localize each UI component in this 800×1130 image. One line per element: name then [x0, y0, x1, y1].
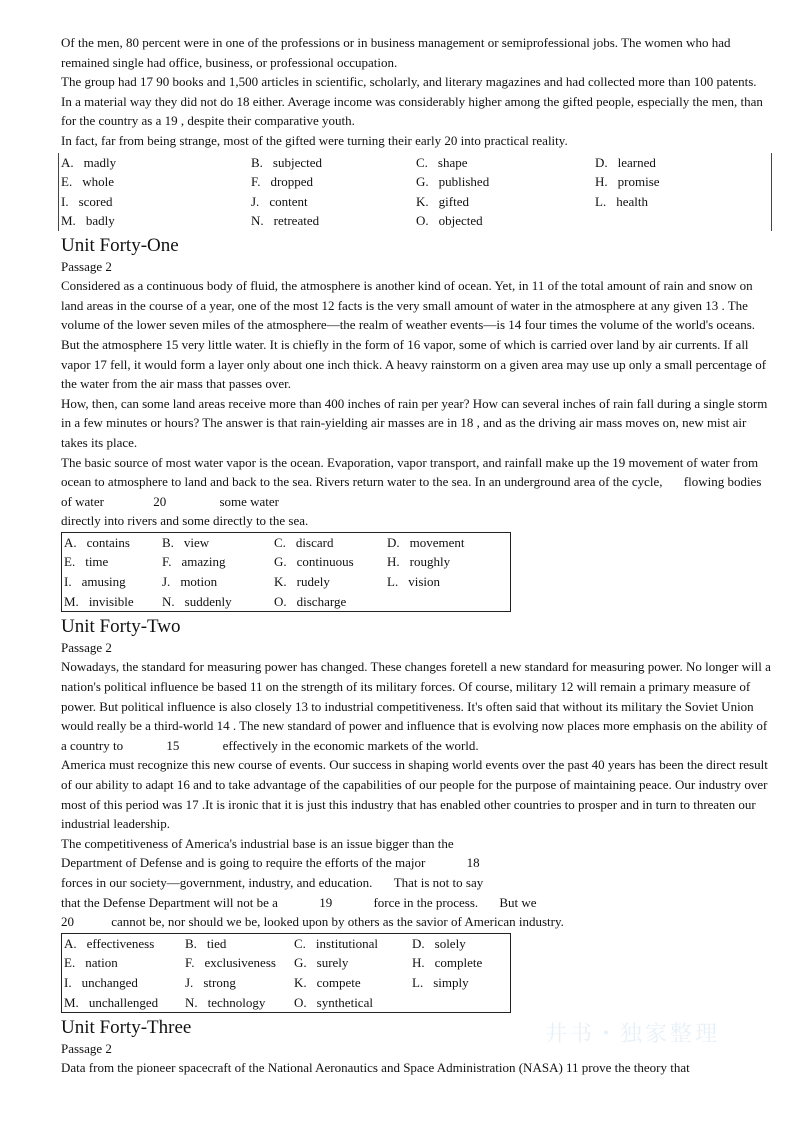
option-word: shape	[437, 154, 468, 170]
text-fragment: forces in our society—government, industry, and education.	[61, 875, 373, 890]
paragraph: America must recognize this new course of events. Our success in shaping world events over the past 40 years has been the direct result of our ability to adapt 16 and to take advantage of the capabilities of our people for the purpose of maintaining peace. Our industry over most of this period was 17 .It is ironic that it is just this industry that has enabled other countries to prosper and in turn to threaten our industrial leadership.	[61, 757, 768, 832]
word-option	[64, 552, 108, 572]
blank-number: 15	[166, 737, 180, 753]
option-letter: B.	[162, 534, 174, 550]
text-fragment: force in the process.	[373, 894, 479, 910]
text-fragment: Department of Defense and is going to require the efforts of the major	[61, 855, 426, 871]
text-fragment: cannot be, nor should we be, looked upon by others as the savior of American industry.	[111, 914, 564, 930]
option-letter: O.	[294, 994, 307, 1010]
word-option	[595, 172, 660, 192]
option-word: dropped	[270, 174, 314, 190]
option-letter: K.	[416, 193, 429, 209]
word-option	[412, 953, 482, 973]
option-word: discard	[295, 534, 334, 550]
word-option	[185, 934, 226, 954]
document-page	[61, 33, 773, 1078]
word-option	[274, 572, 330, 592]
option-letter: F.	[185, 955, 195, 971]
option-word: published	[438, 174, 490, 190]
word-option	[274, 552, 354, 572]
option-letter: G.	[416, 174, 429, 190]
option-word: whole	[82, 174, 114, 190]
word-option	[251, 192, 308, 212]
word-option	[64, 993, 158, 1013]
option-letter: A.	[61, 154, 74, 170]
option-word: nation	[85, 955, 118, 971]
option-word: amusing	[81, 574, 126, 590]
word-option	[294, 973, 361, 993]
paragraph: How, then, can some land areas receive more than 400 inches of rain per year? How can several inches of rain fall during a single storm in a few minutes or hours? The answer is that rain-yielding air masses are in 18 , and as the driving air mass moves on, new mist air takes its place.	[61, 395, 768, 450]
option-letter: C.	[416, 154, 428, 170]
word-option	[595, 153, 656, 173]
passage-label: Passage 2	[61, 639, 112, 655]
option-word: synthetical	[316, 994, 373, 1010]
paragraph	[61, 873, 773, 893]
word-option	[595, 192, 648, 212]
option-letter: G.	[274, 554, 287, 570]
option-word: objected	[438, 213, 483, 229]
option-letter: J.	[185, 974, 194, 990]
watermark-text: 井书・独家整理	[545, 1022, 721, 1047]
word-option	[294, 993, 373, 1013]
paragraph	[61, 657, 773, 755]
option-letter: D.	[412, 935, 425, 951]
option-word: promise	[617, 174, 660, 190]
word-option	[162, 552, 226, 572]
option-word: amazing	[181, 554, 226, 570]
passage-label: Passage 2	[61, 258, 112, 274]
option-word: motion	[180, 574, 218, 590]
unit-title: Unit Forty-Two	[61, 615, 181, 637]
word-option	[185, 973, 236, 993]
word-option	[61, 153, 116, 173]
option-letter: N.	[185, 994, 198, 1010]
option-letter: J.	[251, 193, 260, 209]
text-fragment: But we	[499, 894, 537, 910]
word-option	[416, 211, 483, 231]
option-word: vision	[408, 574, 440, 590]
text-fragment: Nowadays, the standard for measuring power has changed. These changes foretell a new standard for measuring power. No longer will a nation's political influence be based 11 on the strength of its military forces. Of course, military 12 will remain a primary measure of power. But political influence is also closely 13 to industrial competitiveness. It's often said that without its military the Soviet Union would really be a third-world 14 . The new standard of power and influence that is evolving now places more emphasis on the ability of a country to	[61, 659, 771, 753]
option-letter: M.	[61, 213, 76, 229]
option-letter: I.	[61, 193, 69, 209]
text-fragment: That is not to say	[393, 875, 484, 890]
option-word: scored	[78, 193, 113, 209]
paragraph: In a material way they did not do 18 either. Average income was considerably higher among the gifted people, especially the men, than for the country as a 19 , despite their comparative youth.	[61, 93, 763, 129]
paragraph: directly into rivers and some directly to the sea.	[61, 513, 309, 529]
option-letter: E.	[64, 554, 76, 570]
word-bank-3	[61, 933, 511, 1013]
word-option	[64, 533, 130, 553]
paragraph	[61, 893, 773, 913]
blank-number: 20	[61, 914, 74, 930]
word-option	[387, 572, 440, 592]
option-letter: I.	[64, 574, 72, 590]
paragraph	[61, 912, 773, 932]
word-option	[64, 934, 154, 954]
word-option	[162, 533, 209, 553]
word-option	[387, 552, 450, 572]
text-fragment: that the Defense Department will not be a	[61, 894, 278, 910]
word-option	[162, 572, 217, 592]
word-option	[294, 953, 348, 973]
word-option	[387, 533, 465, 553]
option-letter: G.	[294, 955, 307, 971]
option-word: continuous	[296, 554, 354, 570]
option-word: unchanged	[81, 974, 138, 990]
option-letter: H.	[387, 554, 400, 570]
word-option	[64, 953, 118, 973]
word-option	[251, 153, 322, 173]
option-word: gifted	[438, 193, 469, 209]
unit-title: Unit Forty-One	[61, 234, 179, 256]
word-option	[61, 211, 115, 231]
option-word: learned	[617, 154, 656, 170]
option-word: tied	[206, 935, 227, 951]
option-word: unchallenged	[88, 994, 159, 1010]
option-letter: F.	[251, 174, 261, 190]
option-word: technology	[207, 994, 266, 1010]
word-bank-2	[61, 532, 511, 612]
option-letter: H.	[412, 955, 425, 971]
paragraph: Of the men, 80 percent were in one of the professions or in business management or semiprofessional jobs. The women who had remained single had office, business, or professional occupation.	[61, 35, 731, 70]
word-option	[294, 934, 378, 954]
option-letter: N.	[162, 593, 175, 609]
word-option	[61, 172, 114, 192]
text-fragment: some water	[219, 493, 280, 509]
option-letter: M.	[64, 593, 79, 609]
word-option	[162, 592, 232, 612]
blank-number: 18	[466, 855, 480, 871]
word-bank-1	[61, 153, 773, 231]
option-letter: L.	[387, 574, 399, 590]
option-word: view	[183, 534, 210, 550]
option-letter: C.	[294, 935, 306, 951]
text-fragment: effectively in the economic markets of the world.	[222, 737, 479, 753]
blank-number: 19	[319, 894, 333, 910]
option-word: badly	[85, 213, 115, 229]
word-bank-border	[58, 153, 772, 231]
option-letter: A.	[64, 534, 77, 550]
paragraph: Considered as a continuous body of fluid, the atmosphere is another kind of ocean. Yet, in 11 of the total amount of rain and snow on land areas in the course of a year, one of the most 12 facts is the very small amount of water in the atmosphere at any given 13 . The volume of the lower seven miles of the atmosphere—the realm of weather events—is 14 four times the volume of the world's oceans. But the atmosphere 15 very little water. It is chiefly in the form of 16 vapor, some of which is carried over land by air currents. If all vapor 17 fell, it would form a layer only about one inch thick. A heavy rainstorm on a given area may use up only a small percentage of the water from the air mass that passes over.	[61, 278, 767, 392]
word-option	[416, 153, 468, 173]
option-word: discharge	[296, 593, 347, 609]
option-word: solely	[434, 935, 466, 951]
option-letter: B.	[185, 935, 197, 951]
option-word: subjected	[272, 154, 323, 170]
option-letter: L.	[595, 193, 607, 209]
option-word: complete	[434, 955, 483, 971]
text-fragment: flowing bodies of water	[61, 474, 762, 509]
option-word: institutional	[315, 935, 379, 951]
word-option	[251, 172, 313, 192]
option-letter: O.	[274, 593, 287, 609]
word-option	[185, 993, 265, 1013]
word-option	[64, 572, 126, 592]
word-option	[185, 953, 276, 973]
option-word: content	[269, 193, 308, 209]
option-word: movement	[409, 534, 465, 550]
option-letter: A.	[64, 935, 77, 951]
word-option	[251, 211, 319, 231]
option-word: compete	[316, 974, 361, 990]
option-letter: M.	[64, 994, 79, 1010]
paragraph: In fact, far from being strange, most of the gifted were turning their early 20 into practical reality.	[61, 132, 568, 148]
unit-title: Unit Forty-Three	[61, 1016, 192, 1038]
option-letter: B.	[251, 154, 263, 170]
word-option	[61, 192, 113, 212]
word-option	[274, 533, 333, 553]
option-letter: L.	[412, 974, 424, 990]
option-word: retreated	[273, 213, 320, 229]
paragraph: The competitiveness of America's industrial base is an issue bigger than the	[61, 835, 454, 851]
option-letter: N.	[251, 213, 264, 229]
option-word: surely	[316, 955, 349, 971]
paragraph: Data from the pioneer spacecraft of the National Aeronautics and Space Administration (NASA) 11 prove the theory that	[61, 1060, 690, 1076]
option-word: effectiveness	[86, 935, 155, 951]
option-letter: O.	[416, 213, 429, 229]
passage-label: Passage 2	[61, 1040, 112, 1056]
option-letter: K.	[294, 974, 307, 990]
word-option	[416, 192, 469, 212]
word-option	[274, 592, 346, 612]
option-word: suddenly	[184, 593, 232, 609]
paragraph	[61, 853, 773, 873]
word-option	[64, 973, 138, 993]
option-word: rudely	[296, 574, 330, 590]
option-letter: J.	[162, 574, 171, 590]
option-word: health	[616, 193, 648, 209]
option-word: exclusiveness	[204, 955, 276, 971]
paragraph: The group had 17 90 books and 1,500 articles in scientific, scholarly, and literary magazines and had collected more than 100 patents.	[61, 74, 757, 90]
option-word: time	[85, 554, 109, 570]
option-letter: D.	[387, 534, 400, 550]
word-option	[412, 973, 469, 993]
paragraph: The basic source of most water vapor is the ocean. Evaporation, vapor transport, and rainfall make up the 19 movement of water from ocean to atmosphere to land and back to the sea. Rivers return water to the sea. In an underground area of the cycle,	[61, 454, 759, 490]
blank-number: 20	[153, 493, 167, 509]
option-word: madly	[83, 154, 117, 170]
word-option	[64, 592, 134, 612]
option-letter: H.	[595, 174, 608, 190]
option-letter: C.	[274, 534, 286, 550]
option-letter: I.	[64, 974, 72, 990]
option-letter: D.	[595, 154, 608, 170]
word-option	[416, 172, 489, 192]
word-option	[412, 934, 466, 954]
option-letter: E.	[61, 174, 73, 190]
option-word: strong	[203, 974, 236, 990]
option-word: invisible	[88, 593, 134, 609]
option-word: roughly	[409, 554, 451, 570]
option-letter: E.	[64, 955, 76, 971]
option-letter: F.	[162, 554, 172, 570]
option-word: simply	[433, 974, 469, 990]
option-word: contains	[86, 534, 130, 550]
option-letter: K.	[274, 574, 287, 590]
